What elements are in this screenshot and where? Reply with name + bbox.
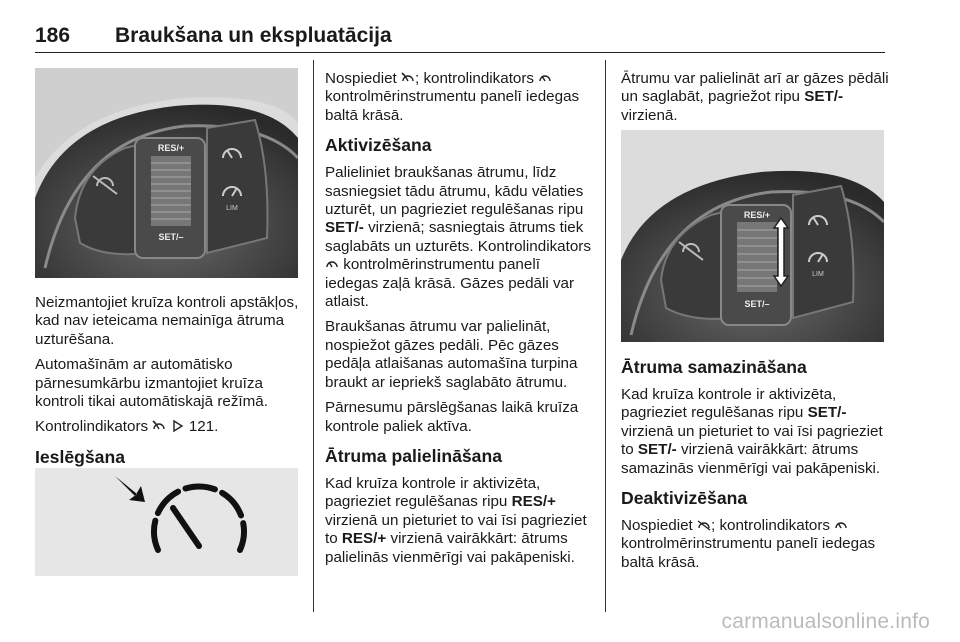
text: Kad kruīza kontrole ir aktivizēta, pagrieziet regulēšanas ripu xyxy=(325,474,541,511)
text: virzienā vairākkārt: ātrums palielinās vienmērīgi vai pakāpeniski. xyxy=(325,530,575,566)
text: kontrolmērinstrumentu panelī iedegas baltā krāsā. xyxy=(325,88,580,124)
lim-label: LIM xyxy=(812,271,824,278)
paragraph: Automašīnām ar automātisko pārnesumkārbu izmantojiet kruīza kontroli tikai automātiskajā režīmā. xyxy=(35,356,268,411)
column-3-top xyxy=(621,70,891,132)
text: virzienā un pieturiet to vai īsi pagrieziet to xyxy=(325,511,587,548)
section-heading: Ieslēgšana xyxy=(35,446,125,467)
page-header xyxy=(35,24,885,53)
control-label: SET/- xyxy=(807,404,847,422)
paragraph: Pārnesumu pārslēgšanas laikā kruīza kontrole paliek aktīva. xyxy=(325,399,579,435)
text: kontrolmērinstrumentu panelī iedegas baltā krāsā. xyxy=(621,535,876,571)
text: Kontrolindikators xyxy=(35,418,149,436)
text: virzienā vairākkārt: ātrums samazinās vienmērīgi vai pakāpeniski. xyxy=(621,441,881,477)
steering-wheel-photo-2 xyxy=(621,130,884,342)
paragraph: Neizmantojiet kruīza kontroli apstākļos, kad nav ieteicama nemainīga ātruma uzturēšana. xyxy=(35,294,299,348)
set-label: SET/– xyxy=(744,299,770,309)
control-label: SET/- xyxy=(804,88,844,106)
text: ; kontrolindikators xyxy=(711,517,831,535)
page-number: 186 xyxy=(35,24,71,47)
text: virzienā; sasniegtais ātrums tiek saglabāts un uzturēts. Kontrolindikators xyxy=(325,219,591,255)
watermark: carmanualsonline.info xyxy=(721,610,930,633)
column-divider-1 xyxy=(313,60,314,612)
column-divider-2 xyxy=(605,60,606,612)
cruise-control-symbol-image xyxy=(35,468,298,576)
column-3-bottom xyxy=(621,357,891,579)
set-label: SET/– xyxy=(158,232,184,242)
text: virzienā un pieturiet to vai īsi pagrieziet to xyxy=(621,422,883,459)
control-label: RES/+ xyxy=(341,530,387,548)
text: Nospiediet xyxy=(325,70,397,87)
res-label: RES/+ xyxy=(743,210,771,220)
cruise-control-indicator-icon xyxy=(325,257,339,271)
column-1 xyxy=(35,294,300,476)
text: Nospiediet xyxy=(621,517,693,535)
section-heading: Ātruma samazināšana xyxy=(621,357,807,377)
section-heading: Deaktivizēšana xyxy=(621,488,748,509)
paragraph xyxy=(325,70,595,125)
control-label: SET/- xyxy=(325,219,364,237)
text: Palieliniet braukšanas ātrumu, līdz sasniegsiet tādu ātrumu, kādu vēlaties uzturēt, un pagrieziet regulēšanas ripu xyxy=(325,164,584,219)
paragraph xyxy=(621,386,891,478)
paragraph xyxy=(325,164,595,311)
paragraph xyxy=(35,418,300,436)
paragraph: Braukšanas ātrumu var palielināt, nospiežot gāzes pedāli. Pēc gāzes pedāļa atlaišanas automašīna turpina braukt ar iepriekš saglabāto ātrumu. xyxy=(325,318,578,391)
text: ; kontrolindikators xyxy=(415,70,535,87)
section-heading: Aktivizēšana xyxy=(325,135,432,156)
cruise-control-indicator-icon xyxy=(834,518,848,532)
text: Kad kruīza kontrole ir aktivizēta, pagrieziet regulēšanas ripu xyxy=(621,386,837,422)
text: kontrolmērinstrumentu panelī iedegas zaļā krāsā. Gāzes pedāli var atlaist. xyxy=(325,256,575,311)
control-label: SET/- xyxy=(637,441,677,459)
cruise-control-off-icon xyxy=(697,518,711,532)
paragraph xyxy=(621,517,891,572)
page-reference-arrow-icon xyxy=(171,419,185,433)
page-title: Braukšana un ekspluatācija xyxy=(115,24,392,47)
cruise-control-indicator-icon xyxy=(538,71,552,85)
page-reference: 121. xyxy=(188,418,219,436)
paragraph xyxy=(325,475,595,567)
text: Ātrumu var palielināt arī ar gāzes pēdāli un saglabāt, pagriežot ripu xyxy=(621,70,889,106)
lim-label: LIM xyxy=(226,205,238,212)
section-heading: Ātruma palielināšana xyxy=(325,445,502,466)
text: virzienā. xyxy=(621,106,678,124)
cruise-control-icon xyxy=(401,71,415,85)
cruise-control-icon xyxy=(152,419,166,433)
res-label: RES/+ xyxy=(157,143,185,153)
column-2 xyxy=(325,70,595,574)
control-label: RES/+ xyxy=(511,493,556,511)
steering-wheel-photo-1 xyxy=(35,68,298,278)
paragraph xyxy=(621,70,891,125)
